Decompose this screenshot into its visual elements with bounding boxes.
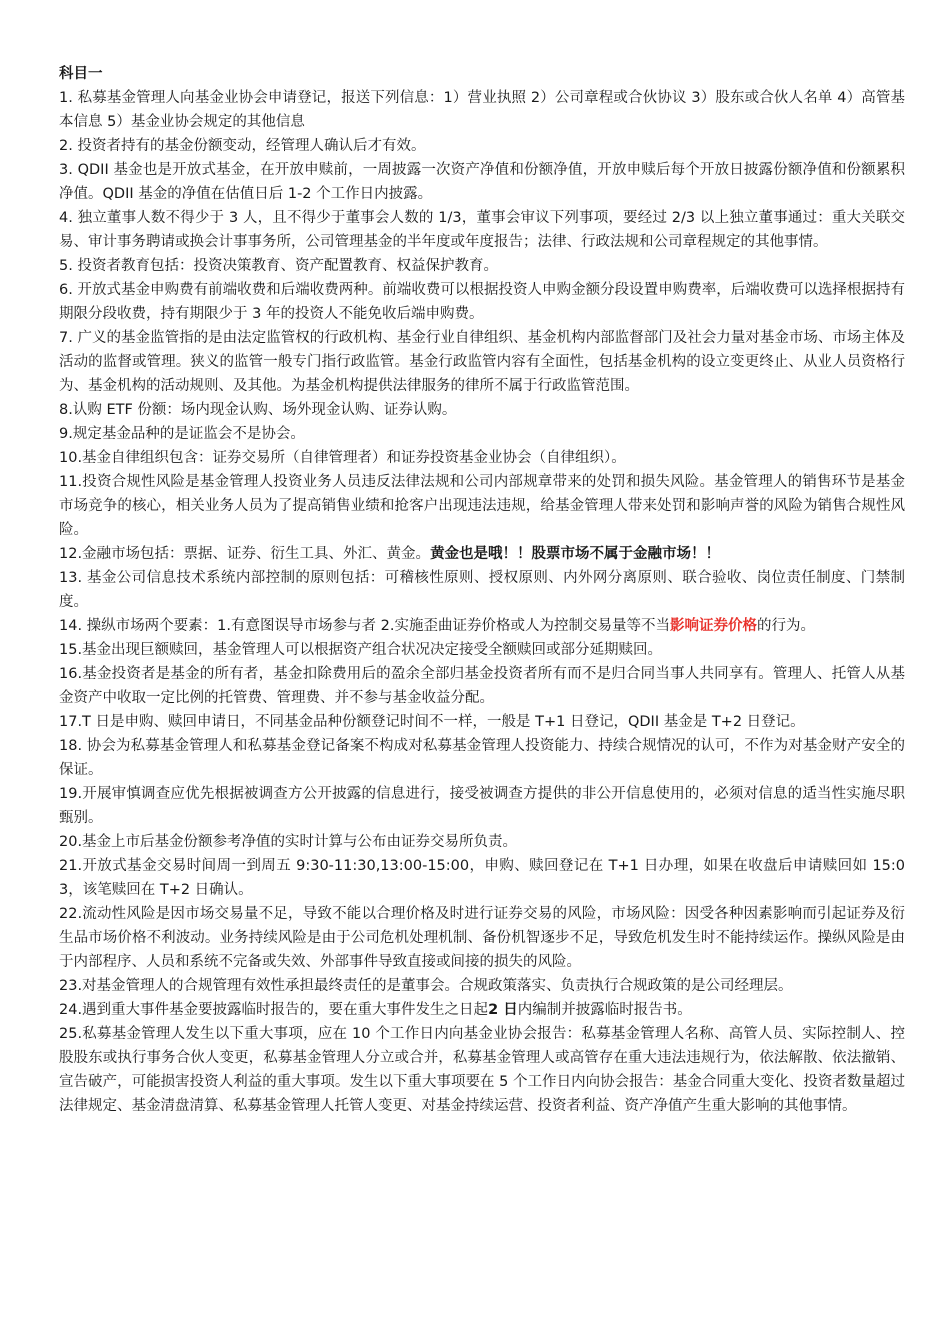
list-item-10 bbox=[59, 446, 905, 470]
list-item-6 bbox=[59, 278, 905, 326]
item-text: 21.开放式基金交易时间周一到周五 9:30-11:30,13:00-15:00，申购、赎回登记在 T+1 日办理，如果在收盘后申请赎回如 15:03，该笔赎回在 T+2 日确认。 bbox=[59, 858, 905, 898]
item-text: 16.基金投资者是基金的所有者，基金扣除费用后的盈余全部归基金投资者所有而不是归合同当事人共同享有。管理人、托管人从基金资产中收取一定比例的托管费、管理费、并不参与基金收益分配。 bbox=[59, 666, 905, 706]
item-text: 8.认购 ETF 份额：场内现金认购、场外现金认购、证券认购。 bbox=[59, 402, 457, 418]
list-item-14 bbox=[59, 614, 905, 638]
item-text: 1. 私募基金管理人向基金业协会申请登记，报送下列信息：1）营业执照 2）公司章程或合伙协议 3）股东或合伙人名单 4）高管基本信息 5）基金业协会规定的其他信息 bbox=[59, 90, 905, 130]
item-text-tail: 的行为。 bbox=[756, 618, 815, 634]
item-text: 13. 基金公司信息技术系统内部控制的原则包括：可稽核性原则、授权原则、内外网分离原则、联合验收、岗位责任制度、门禁制度。 bbox=[59, 570, 905, 610]
item-text: 14. 操纵市场两个要素：1.有意图误导市场参与者 2.实施歪曲证券价格或人为控制交易量等不当 bbox=[59, 618, 670, 634]
item-emphasis: 黄金也是哦！！股票市场不属于金融市场！！ bbox=[430, 546, 721, 562]
list-item-20 bbox=[59, 830, 905, 854]
item-text: 18. 协会为私募基金管理人和私募基金登记备案不构成对私募基金管理人投资能力、持续合规情况的认可，不作为对基金财产安全的保证。 bbox=[59, 738, 905, 778]
item-text: 23.对基金管理人的合规管理有效性承担最终责任的是董事会。合规政策落实、负责执行合规政策的是公司经理层。 bbox=[59, 978, 793, 994]
document-page bbox=[59, 62, 905, 1118]
list-item-22 bbox=[59, 902, 905, 974]
item-text: 2. 投资者持有的基金份额变动，经管理人确认后才有效。 bbox=[59, 138, 426, 154]
item-text: 6. 开放式基金申购费有前端收费和后端收费两种。前端收费可以根据投资人申购金额分段设置申购费率，后端收费可以选择根据持有期限分段收费，持有期限少于 3 年的投资人不能免收后端申购费。 bbox=[59, 282, 905, 322]
list-item-7 bbox=[59, 326, 905, 398]
item-highlight: 影响证券价格 bbox=[669, 618, 757, 634]
item-text-tail: 内编制并披露临时报告书。 bbox=[517, 1002, 692, 1018]
item-text: 15.基金出现巨额赎回，基金管理人可以根据资产组合状况决定接受全额赎回或部分延期赎回。 bbox=[59, 642, 663, 658]
item-text: 25.私募基金管理人发生以下重大事项，应在 10 个工作日内向基金业协会报告：私募基金管理人名称、高管人员、实际控制人、控股股东或执行事务合伙人变更，私募基金管理人分立或合并，私募基金管理人或高管存在重大违法违规行为，依法解散、依法撤销、宣告破产，可能损害投资人利益的重大事项。发生以下重大事项要在 5 个工作日内向协会报告：基金合同重大变化、投资者数量超过法律规定、基金清盘清算、私募基金管理人托管人变更、对基金持续运营、投资者利益、资产净值产生重大影响的其他事情。 bbox=[59, 1026, 905, 1114]
list-item-3 bbox=[59, 158, 905, 206]
item-text: 4. 独立董事人数不得少于 3 人，且不得少于董事会人数的 1/3，董事会审议下列事项，要经过 2/3 以上独立董事通过：重大关联交易、审计事务聘请或换会计事事务所，公司管理基金的半年度或年度报告；法律、行政法规和公司章程规定的其他事情。 bbox=[59, 210, 905, 250]
item-text: 7. 广义的基金监管指的是由法定监管权的行政机构、基金行业自律组织、基金机构内部监督部门及社会力量对基金市场、市场主体及活动的监督或管理。狭义的监管一般专门指行政监管。基金行政监管内容有全面性，包括基金机构的设立变更终止、从业人员资格行为、基金机构的活动规则、及其他。为基金机构提供法律服务的律所不属于行政监管范围。 bbox=[59, 330, 905, 394]
list-item-25 bbox=[59, 1022, 905, 1118]
list-item-13 bbox=[59, 566, 905, 614]
item-text: 19.开展审慎调查应优先根据被调查方公开披露的信息进行，接受被调查方提供的非公开信息使用的，必须对信息的适当性实施尽职甄别。 bbox=[59, 786, 905, 826]
list-item-11 bbox=[59, 470, 905, 542]
list-item-15 bbox=[59, 638, 905, 662]
list-item-2 bbox=[59, 134, 905, 158]
list-item-12 bbox=[59, 542, 905, 566]
item-text: 11.投资合规性风险是基金管理人投资业务人员违反法律法规和公司内部规章带来的处罚和损失风险。基金管理人的销售环节是基金市场竞争的核心，相关业务人员为了提高销售业绩和抢客户出现违法违规，给基金管理人带来处罚和影响声誉的风险为销售合规性风险。 bbox=[59, 474, 905, 538]
item-text: 17.T 日是申购、赎回申请日，不同基金品种份额登记时间不一样，一般是 T+1 日登记，QDII 基金是 T+2 日登记。 bbox=[59, 714, 805, 730]
list-item-16 bbox=[59, 662, 905, 710]
item-text: 20.基金上市后基金份额参考净值的实时计算与公布由证券交易所负责。 bbox=[59, 834, 518, 850]
list-item-18 bbox=[59, 734, 905, 782]
list-item-21 bbox=[59, 854, 905, 902]
document-title: 科目一 bbox=[59, 66, 103, 82]
item-text: 24.遇到重大事件基金要披露临时报告的，要在重大事件发生之日起 bbox=[59, 1002, 489, 1018]
list-item-23 bbox=[59, 974, 905, 998]
item-text: 3. QDII 基金也是开放式基金，在开放申赎前，一周披露一次资产净值和份额净值，开放申赎后每个开放日披露份额净值和份额累积净值。QDII 基金的净值在估值日后 1-2 个工作日内披露。 bbox=[59, 162, 905, 202]
item-emphasis: 2 日 bbox=[488, 1002, 518, 1018]
list-item-24 bbox=[59, 998, 905, 1022]
list-item-4 bbox=[59, 206, 905, 254]
item-text: 22.流动性风险是因市场交易量不足，导致不能以合理价格及时进行证券交易的风险，市场风险：因受各种因素影响而引起证券及衍生品市场价格不利波动。业务持续风险是由于公司危机处理机制、备份机智逐步不足，导致危机发生时不能持续运作。操纵风险是由于内部程序、人员和系统不完备或失效、外部事件导致直接或间接的损失的风险。 bbox=[59, 906, 905, 970]
item-text: 5. 投资者教育包括：投资决策教育、资产配置教育、权益保护教育。 bbox=[59, 258, 498, 274]
list-item-9 bbox=[59, 422, 905, 446]
list-item-8 bbox=[59, 398, 905, 422]
list-item-1 bbox=[59, 86, 905, 134]
item-text: 12.金融市场包括：票据、证券、衍生工具、外汇、黄金。 bbox=[59, 546, 431, 562]
item-text: 10.基金自律组织包含：证券交易所（自律管理者）和证券投资基金业协会（自律组织）。 bbox=[59, 450, 626, 466]
item-text: 9.规定基金品种的是证监会不是协会。 bbox=[59, 426, 305, 442]
list-item-19 bbox=[59, 782, 905, 830]
list-item-5 bbox=[59, 254, 905, 278]
list-item-17 bbox=[59, 710, 905, 734]
